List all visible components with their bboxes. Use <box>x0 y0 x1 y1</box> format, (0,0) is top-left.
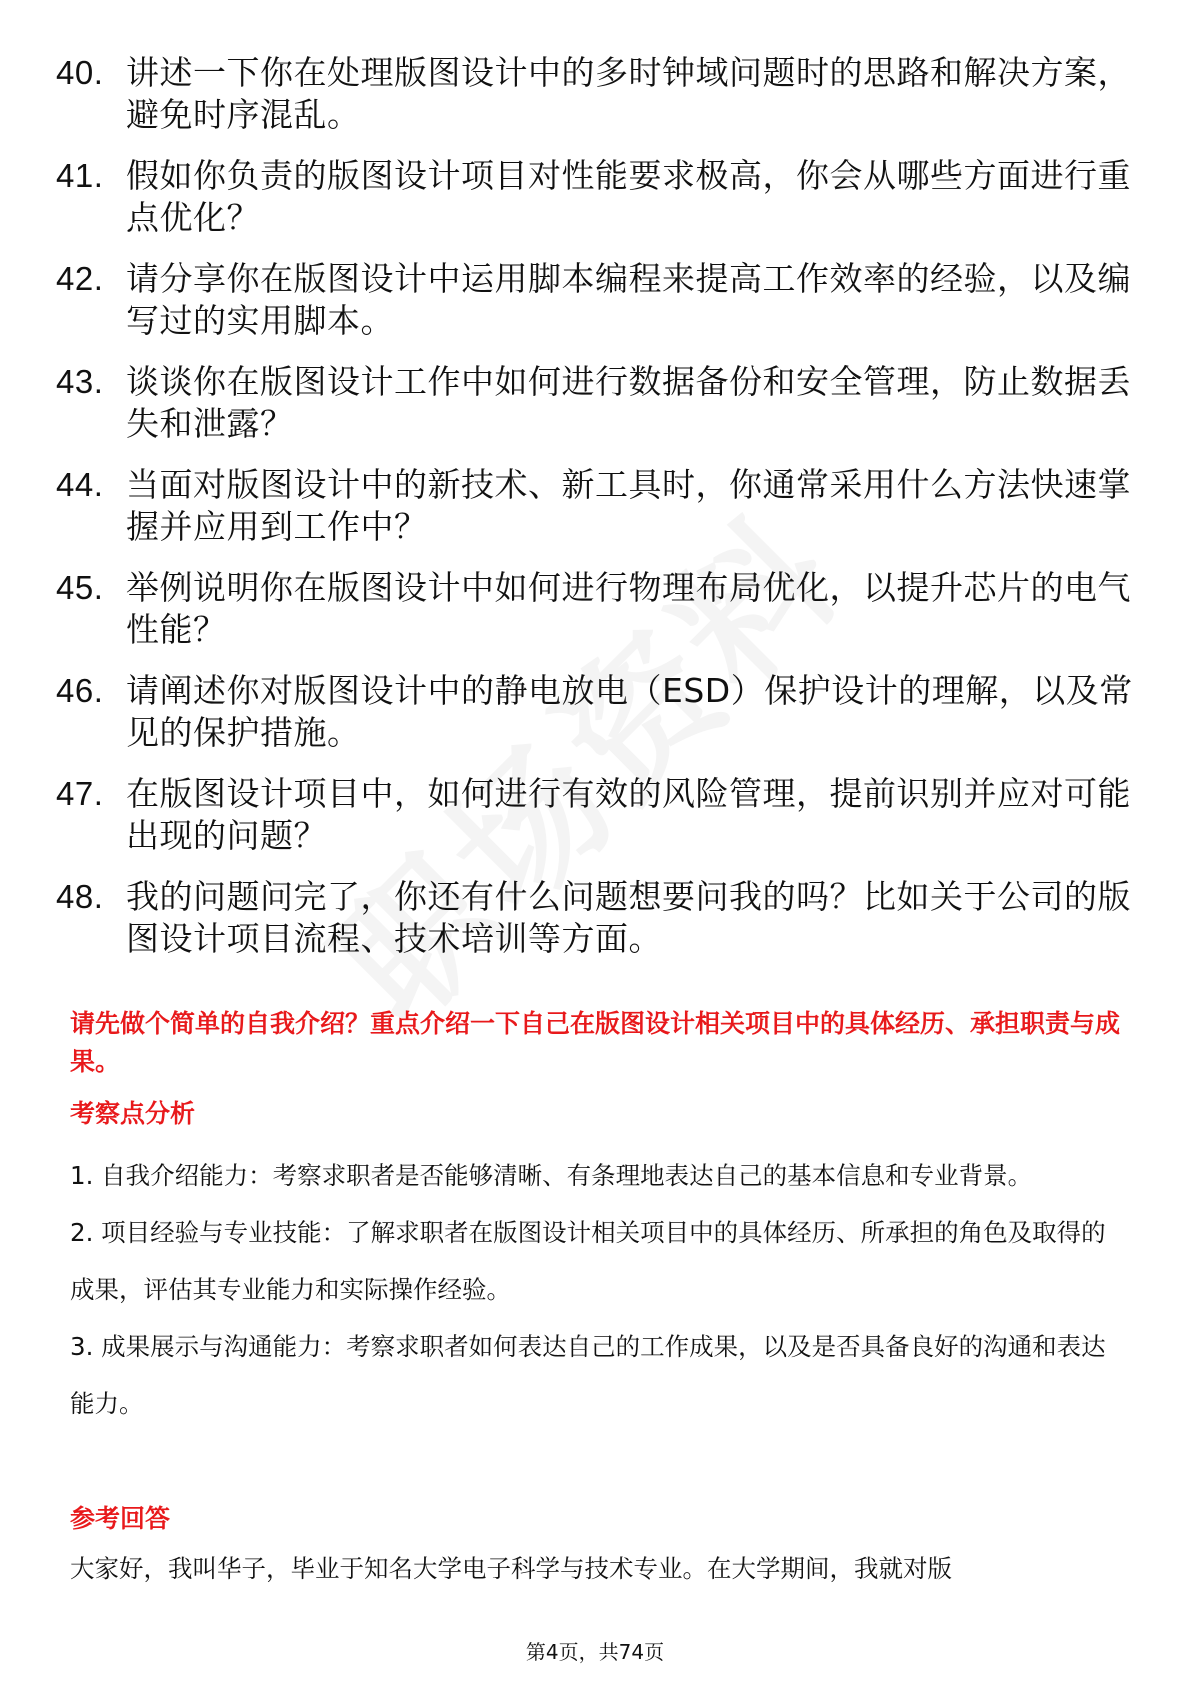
analysis-heading: 考察点分析 <box>70 1099 196 1128</box>
list-item <box>56 670 1136 754</box>
list-item <box>56 876 1136 960</box>
list-item <box>56 567 1136 651</box>
question-number: 48. <box>56 878 104 915</box>
question-number: 46. <box>56 672 104 709</box>
question-text: 讲述一下你在处理版图设计中的多时钟域问题时的思路和解决方案，避免时序混乱。 <box>126 53 1131 134</box>
question-number: 40. <box>56 54 104 91</box>
analysis-point: 2. 项目经验与专业技能：了解求职者在版图设计相关项目中的具体经历、所承担的角色及取得的成果，评估其专业能力和实际操作经验。 <box>70 1218 1106 1304</box>
question-number: 42. <box>56 260 104 297</box>
question-text: 举例说明你在版图设计中如何进行物理布局优化，以提升芯片的电气性能？ <box>126 568 1131 649</box>
question-list <box>56 52 1136 979</box>
question-number: 44. <box>56 466 104 503</box>
question-text: 我的问题问完了，你还有什么问题想要问我的吗？比如关于公司的版图设计项目流程、技术培训等方面。 <box>126 877 1131 958</box>
question-text: 请分享你在版图设计中运用脚本编程来提高工作效率的经验，以及编写过的实用脚本。 <box>126 259 1131 340</box>
question-text: 假如你负责的版图设计项目对性能要求极高，你会从哪些方面进行重点优化？ <box>126 156 1131 237</box>
analysis-point: 1. 自我介绍能力：考察求职者是否能够清晰、有条理地表达自己的基本信息和专业背景。 <box>70 1161 1033 1190</box>
list-item <box>56 361 1136 445</box>
question-number: 47. <box>56 775 104 812</box>
featured-question: 请先做个简单的自我介绍？重点介绍一下自己在版图设计相关项目中的具体经历、承担职责与成果。 <box>70 1009 1121 1076</box>
answer-heading: 参考回答 <box>70 1504 171 1533</box>
question-text: 当面对版图设计中的新技术、新工具时，你通常采用什么方法快速掌握并应用到工作中？ <box>126 465 1131 546</box>
question-text: 谈谈你在版图设计工作中如何进行数据备份和安全管理，防止数据丢失和泄露？ <box>126 362 1131 443</box>
analysis-point: 3. 成果展示与沟通能力：考察求职者如何表达自己的工作成果，以及是否具备良好的沟通和表达能力。 <box>70 1332 1106 1418</box>
answer-text: 大家好，我叫华子，毕业于知名大学电子科学与技术专业。在大学期间，我就对版 <box>70 1554 952 1583</box>
question-number: 41. <box>56 157 104 194</box>
list-item <box>56 155 1136 239</box>
question-number: 45. <box>56 569 104 606</box>
list-item <box>56 52 1136 136</box>
list-item <box>56 258 1136 342</box>
question-text: 请阐述你对版图设计中的静电放电（ESD）保护设计的理解，以及常见的保护措施。 <box>126 671 1133 752</box>
question-number: 43. <box>56 363 104 400</box>
list-item <box>56 464 1136 548</box>
list-item <box>56 773 1136 857</box>
question-text: 在版图设计项目中，如何进行有效的风险管理，提前识别并应对可能出现的问题？ <box>126 774 1131 855</box>
analysis-points <box>70 1147 1130 1432</box>
page-footer: 第4页，共74页 <box>525 1640 665 1664</box>
